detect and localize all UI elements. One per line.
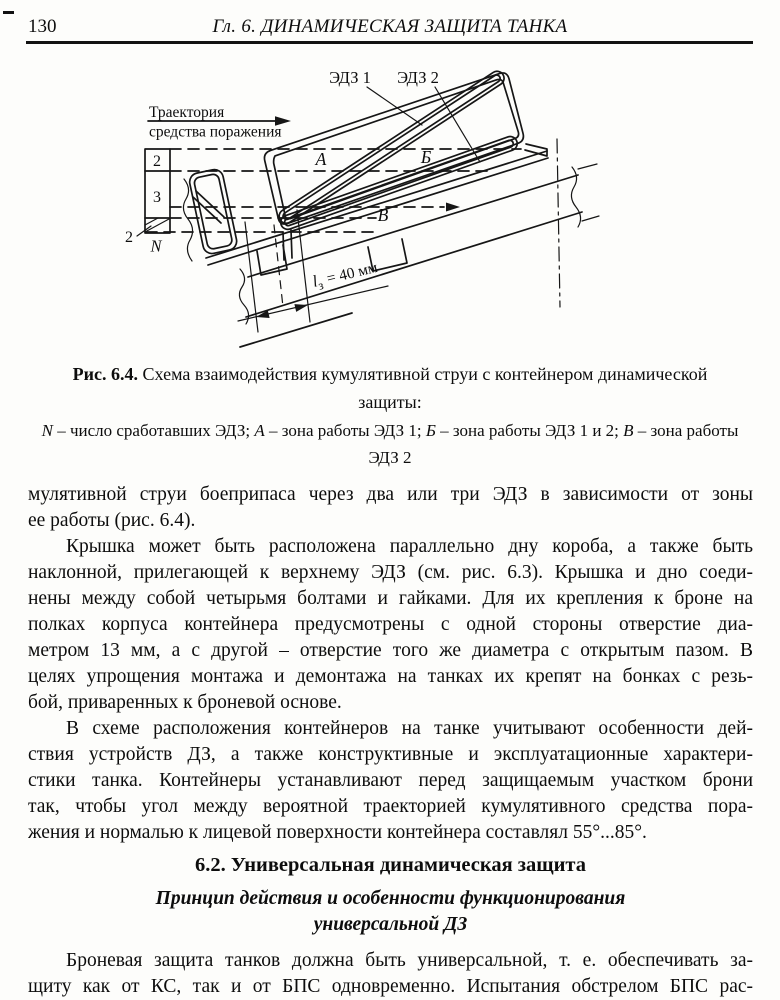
adjacent-container-section: [188, 168, 238, 255]
figure-6-4-diagram: [110, 55, 710, 365]
text-line: Броневая защита танков должна быть универсальной, т. е. обеспечивать за-: [66, 950, 753, 971]
edz1-plate: [276, 69, 506, 226]
text-line: наклонной, прилегающей к верхнему ЭДЗ (см. рис. 6.3). Крышка и дно соеди-: [28, 562, 753, 583]
counter-n-symbol: N: [150, 236, 162, 256]
text-line: полках корпуса контейнера предусмотрены с одной стороны отверстие диа-: [28, 614, 753, 635]
legend-text: – зона работы ЭДЗ 1 и 2;: [435, 421, 624, 440]
paragraph: [28, 482, 753, 534]
text-line: метром 13 мм, а с другой – отверстие того же диаметра с открытым пазом. В: [28, 640, 753, 661]
text-line: В схеме расположения контейнеров на танке учитывают особенности дей-: [66, 718, 753, 739]
text-line: целях упрощения монтажа и демонтажа на танках их крепят на бонках с резь-: [28, 666, 753, 687]
text-line: жения и нормалью к лицевой поверхности контейнера составлял 55°...85°.: [28, 822, 647, 843]
caption-title-line2: защиты:: [358, 392, 422, 412]
text-line: ствия устройств ДЗ, а также конструктивные и эксплуатационные характери-: [28, 744, 753, 765]
text-line: Крышка может быть расположена параллельно дну короба, а также быть: [66, 536, 753, 557]
legend-text: – число сработавших ЭДЗ;: [52, 421, 255, 440]
paragraph: [28, 948, 753, 1000]
trajectory-label-line2: средства поражения: [149, 123, 282, 141]
dimension-arrowhead: [294, 304, 308, 312]
edz2-label: ЭДЗ 2: [397, 68, 439, 87]
dimension-label: $l_з= 40$ мм: [310, 258, 380, 293]
section-heading: 6.2. Универсальная динамическая защита: [194, 854, 586, 876]
scan-artifact: [3, 11, 14, 14]
text-line: так, чтобы угол между вероятной траекторией кумулятивного средства пора-: [28, 796, 753, 817]
text-line: мулятивной струи боеприпаса через два или три ЭДЗ в зависимости от зоны: [28, 484, 753, 505]
counter-outside-label: 2: [125, 229, 133, 246]
caption-title-line1: Рис. 6.4. Схема взаимодействия кумулятивной струи с контейнером динамической: [72, 364, 708, 384]
legend-symbol: Б: [425, 421, 436, 440]
page-number: 130: [28, 16, 57, 37]
counter-cell-mid: 3: [153, 189, 161, 206]
text-line: стики танка. Контейнеры устанавливают перед защищаемым участком брони: [28, 770, 753, 791]
text-line: щиту как от КС, так и от БПС одновременно. Испытания обстрелом БПС рас-: [28, 976, 753, 997]
edz1-leader-line: [367, 87, 422, 125]
trajectory-label-line1: Траектория: [149, 104, 225, 121]
subsection-heading-line: Принцип действия и особенности функционирования: [155, 888, 626, 909]
zone-a-label: А: [315, 149, 327, 169]
legend-symbol: N: [41, 421, 53, 440]
text-line: нены между собой четырьмя болтами и гайками. Для их крепления к броне на: [28, 588, 753, 609]
legend-symbol: А: [254, 421, 265, 440]
figure-caption: [28, 360, 752, 471]
body-text: [28, 482, 753, 1000]
armour-face-line: [206, 151, 547, 258]
caption-legend: [40, 417, 740, 471]
running-title: Гл. 6. ДИНАМИЧЕСКАЯ ЗАЩИТА ТАНКА: [212, 16, 568, 37]
subsection-heading-line: универсальной ДЗ: [313, 914, 468, 935]
paragraph: [28, 716, 753, 846]
edz1-label: ЭДЗ 1: [329, 68, 371, 87]
axis-dash-dot-line: [557, 139, 560, 307]
header-rule: [26, 41, 753, 44]
mount-boss: [257, 245, 287, 275]
armour-bottom-edge: [246, 212, 582, 317]
legend-text: – зона работы ЭДЗ 1;: [264, 421, 426, 440]
text-line: ее работы (рис. 6.4).: [28, 510, 196, 531]
figure-number: Рис. 6.4.: [72, 364, 139, 384]
legend-text: – зона работы ЭДЗ 2: [368, 421, 739, 467]
zone-b-label: Б: [420, 147, 432, 167]
text-line: бой, приваренных к броневой основе.: [28, 692, 342, 713]
trajectory-arrowhead: [446, 203, 460, 212]
zone-v-label: В: [377, 205, 389, 225]
subsection-heading: [28, 886, 753, 938]
counter-cell-top: 2: [153, 153, 161, 170]
legend-symbol: В: [623, 421, 634, 440]
paragraph: [28, 534, 753, 716]
